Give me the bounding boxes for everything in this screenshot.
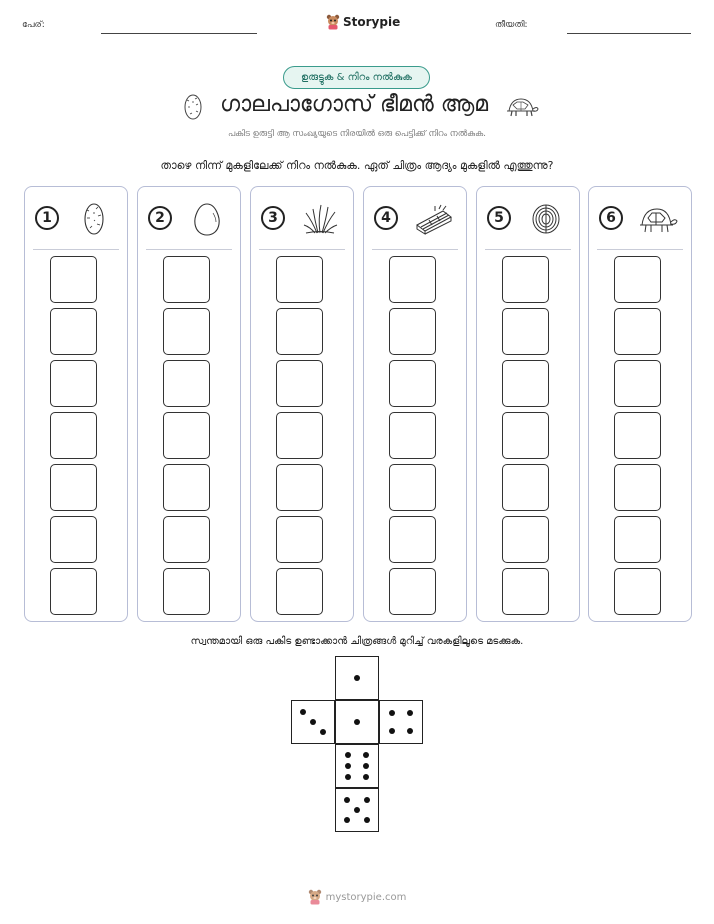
pip xyxy=(363,774,369,780)
color-box[interactable] xyxy=(276,516,323,563)
pip xyxy=(344,797,350,803)
activity-badge: ഉരുട്ടുക & നിറം നൽകുക xyxy=(283,66,430,89)
column-2 xyxy=(137,186,241,622)
date-field[interactable] xyxy=(567,33,691,34)
footer xyxy=(0,889,714,905)
column-1 xyxy=(24,186,128,622)
column-number: 4 xyxy=(374,206,398,230)
color-box[interactable] xyxy=(163,568,210,615)
color-box[interactable] xyxy=(389,516,436,563)
grass-icon xyxy=(300,201,340,237)
column-5 xyxy=(476,186,580,622)
pip xyxy=(310,719,316,725)
page-title: ഗാലപാഗോസ് ഭീമൻ ആമ xyxy=(220,92,489,117)
pip xyxy=(354,675,360,681)
brand-logo xyxy=(326,14,400,30)
storypie-mascot-icon xyxy=(308,889,322,905)
die-face-one-center xyxy=(335,700,379,744)
color-box[interactable] xyxy=(276,568,323,615)
color-box[interactable] xyxy=(614,360,661,407)
color-box[interactable] xyxy=(50,308,97,355)
color-box[interactable] xyxy=(614,464,661,511)
color-box[interactable] xyxy=(163,360,210,407)
column-3 xyxy=(250,186,354,622)
color-box[interactable] xyxy=(389,464,436,511)
color-box[interactable] xyxy=(502,412,549,459)
color-box[interactable] xyxy=(276,360,323,407)
color-box[interactable] xyxy=(50,360,97,407)
fold-instruction: സ്വന്തമായി ഒരു പകിട ഉണ്ടാക്കാൻ ചിത്രങ്ങൾ മുറിച്ച് വരകളിലൂടെ മടക്കുക. xyxy=(190,636,524,647)
die-face-four xyxy=(379,700,423,744)
pip xyxy=(354,719,360,725)
color-box[interactable] xyxy=(614,568,661,615)
die-face-three xyxy=(291,700,335,744)
pip xyxy=(345,774,351,780)
brand-name: Storypie xyxy=(343,15,401,29)
color-box[interactable] xyxy=(163,412,210,459)
die-face-five xyxy=(335,788,379,832)
egg-icon xyxy=(187,201,227,237)
date-label: തീയതി: xyxy=(495,20,528,30)
pip xyxy=(389,710,395,716)
column-number: 5 xyxy=(487,206,511,230)
die-face-one xyxy=(335,656,379,700)
pip xyxy=(389,728,395,734)
color-box[interactable] xyxy=(276,412,323,459)
pip xyxy=(364,797,370,803)
pip xyxy=(407,728,413,734)
pip xyxy=(345,752,351,758)
color-box[interactable] xyxy=(389,360,436,407)
tortoise-icon xyxy=(638,201,678,237)
pip xyxy=(363,752,369,758)
color-box[interactable] xyxy=(163,464,210,511)
color-box[interactable] xyxy=(50,568,97,615)
color-box[interactable] xyxy=(614,256,661,303)
hay-bundle-icon xyxy=(413,201,453,237)
color-box[interactable] xyxy=(389,568,436,615)
column-divider xyxy=(33,249,119,250)
color-box[interactable] xyxy=(50,256,97,303)
die-face-six xyxy=(335,744,379,788)
column-number: 1 xyxy=(35,206,59,230)
storypie-mascot-icon xyxy=(326,14,340,30)
color-box[interactable] xyxy=(163,256,210,303)
pip xyxy=(407,710,413,716)
column-number: 2 xyxy=(148,206,172,230)
column-divider xyxy=(372,249,458,250)
color-box[interactable] xyxy=(502,516,549,563)
color-box[interactable] xyxy=(50,412,97,459)
pip xyxy=(354,807,360,813)
color-box[interactable] xyxy=(50,516,97,563)
column-number: 3 xyxy=(261,206,285,230)
column-divider xyxy=(146,249,232,250)
name-field[interactable] xyxy=(101,33,257,34)
color-box[interactable] xyxy=(276,308,323,355)
color-box[interactable] xyxy=(163,308,210,355)
name-label: പേര്: xyxy=(22,20,45,30)
color-box[interactable] xyxy=(50,464,97,511)
color-box[interactable] xyxy=(389,412,436,459)
color-box[interactable] xyxy=(614,308,661,355)
column-4 xyxy=(363,186,467,622)
column-number: 6 xyxy=(599,206,623,230)
color-box[interactable] xyxy=(502,256,549,303)
color-box[interactable] xyxy=(389,256,436,303)
pip xyxy=(363,763,369,769)
pip xyxy=(344,817,350,823)
tortoise-title-icon xyxy=(503,96,539,118)
color-box[interactable] xyxy=(502,568,549,615)
cactus-icon xyxy=(74,201,114,237)
pip xyxy=(364,817,370,823)
column-divider xyxy=(259,249,345,250)
pip xyxy=(300,709,306,715)
color-box[interactable] xyxy=(502,464,549,511)
color-box[interactable] xyxy=(163,516,210,563)
tortoise-shell-icon xyxy=(526,201,566,237)
color-box[interactable] xyxy=(276,464,323,511)
color-box[interactable] xyxy=(502,308,549,355)
footer-url[interactable]: mystorypie.com xyxy=(325,891,407,903)
color-box[interactable] xyxy=(614,412,661,459)
subtitle: പകിട ഉരുട്ടി ആ സംഖ്യയുടെ നിരയിൽ ഒരു പെട്ടിക്ക് നിറം നൽകുക. xyxy=(228,129,486,139)
color-box[interactable] xyxy=(389,308,436,355)
column-divider xyxy=(485,249,571,250)
cactus-title-icon xyxy=(181,92,205,122)
color-box[interactable] xyxy=(276,256,323,303)
color-box[interactable] xyxy=(614,516,661,563)
color-box[interactable] xyxy=(502,360,549,407)
instruction: താഴെ നിന്ന് മുകളിലേക്ക് നിറം നൽകുക. ഏത് ചിത്രം ആദ്യം മുകളിൽ എത്തുന്നു? xyxy=(160,159,554,172)
pip xyxy=(320,729,326,735)
pip xyxy=(345,763,351,769)
column-divider xyxy=(597,249,683,250)
column-6 xyxy=(588,186,692,622)
